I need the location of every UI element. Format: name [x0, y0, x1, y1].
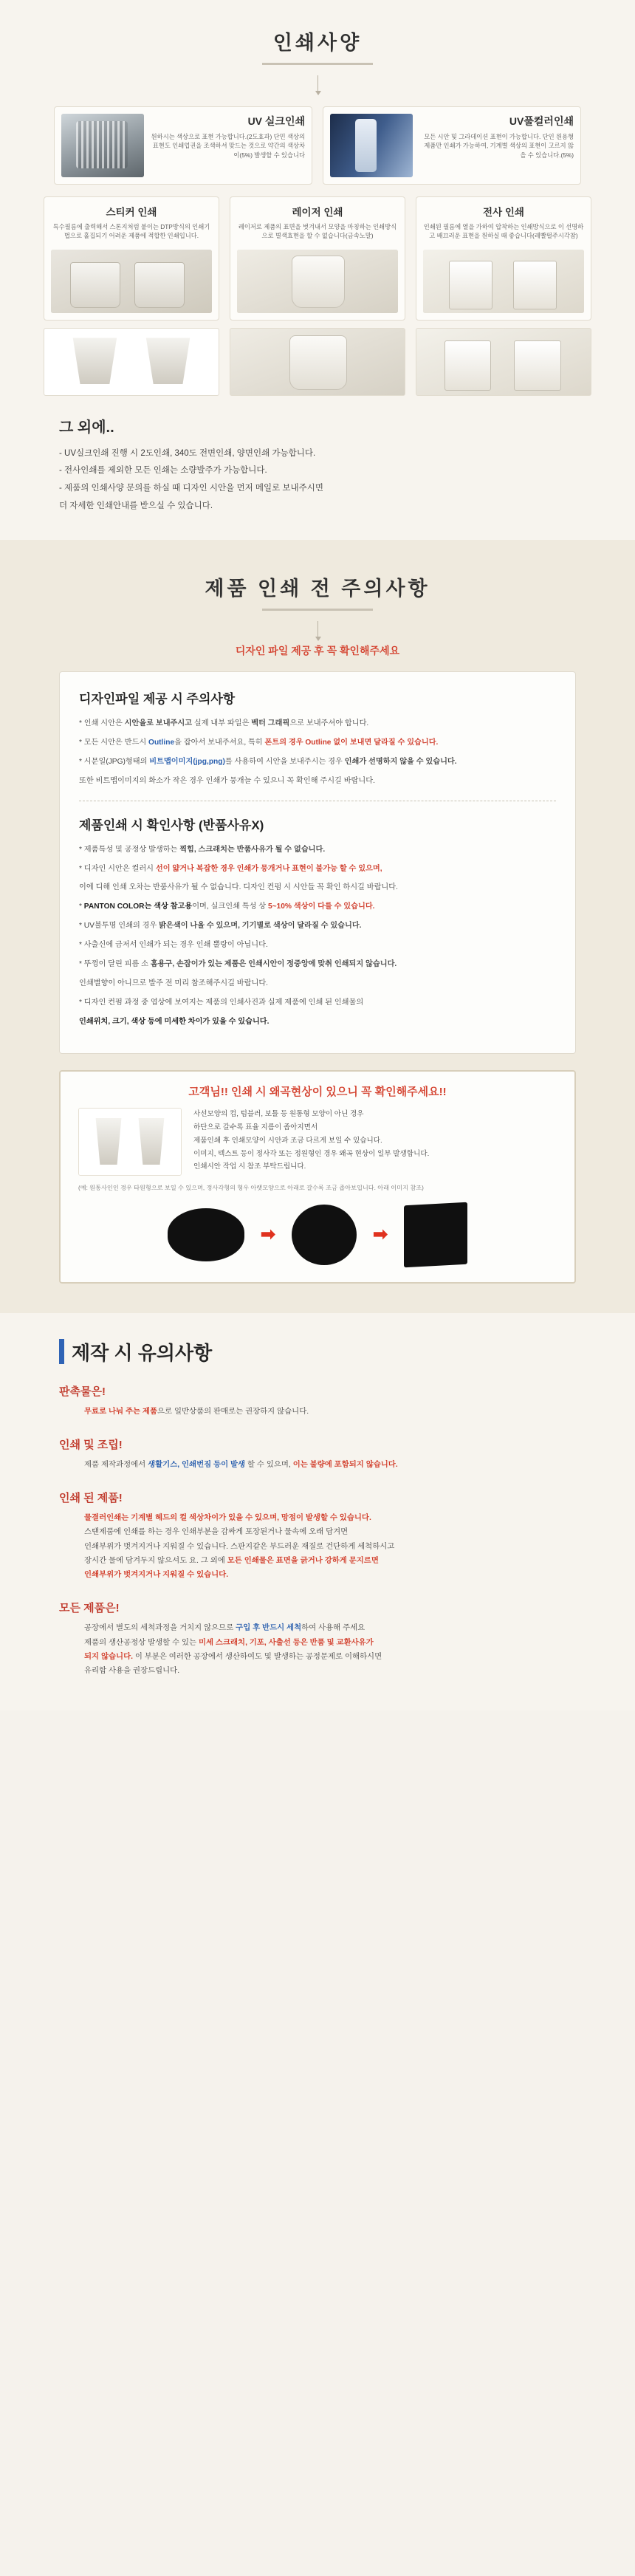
sticker-desc: 특수필름에 출력해서 스톤지처럼 붙이는 DTP방식의 인쇄기법으로 홀집되기 어려운 제품에 적합한 인쇄입니다. [52, 223, 210, 240]
print-confirm-9: * 디자인 컨펌 과정 중 엽상에 보여지는 제품의 인쇄사진과 실제 제품에 인쇄 된 인쇄물의 [79, 998, 364, 1007]
sticker-thumbnail [51, 250, 212, 313]
section3-title: 제작 시 유의사항 [72, 1341, 213, 1364]
print-confirm-heading: 제품인쇄 시 확인사항 (반품사유X) [79, 818, 264, 832]
spec-cards-row-bottom [0, 196, 635, 321]
note-line-all-products-2: 제품의 생산공정상 발생할 수 있는 미세 스크래치, 기포, 사출선 등은 반품 및 교환사유가 [84, 1638, 374, 1647]
note-line-printed-product-2: 스탠제품에 인쇄를 하는 경우 인쇄부분을 감싸게 포장된거나 물속에 오래 담겨면 [84, 1528, 349, 1537]
note-block-promotional [59, 1383, 576, 1419]
distortion-warning-title: 고객님!! 인쇄 시 왜곡현상이 있으니 꼭 확인해주세요!! [188, 1086, 447, 1099]
uv-full-color-title: UV풀컬러인쇄 [509, 115, 574, 127]
uv-silk-title: UV 실크인쇄 [247, 115, 305, 127]
print-confirm-8: 인쇄별향이 아니므로 발주 전 미리 참조해주시길 바랍니다. [79, 979, 268, 987]
title-underline [262, 63, 373, 65]
uv-silk-desc: 원하시는 색상으로 표현 가능합니다.(2도효과) 단민 색상의 표현도 인쇄업권을 조색하셔 맞드는 것으로 약간의 색상차이(5%) 발생할 수 있습니다 [151, 133, 305, 159]
note-line-all-products-3: 되지 않습니다. 이 부분은 여러한 공장에서 생산하여도 및 발생하는 공정문제로 이해하시면 [84, 1652, 382, 1661]
design-caution-3: * 시문일(JPG)형태의 비트맵이미지(jpg,png)를 사용하여 시안을 보내주시는 경우 인쇄가 선명하지 않을 수 있습니다. [79, 757, 457, 766]
warn-line-1: 사선모양의 컵, 텀블러, 보틀 등 원통형 모양이 아닌 경우 [193, 1110, 364, 1119]
spec-card-uv-full-color [323, 106, 581, 185]
note-block-printed-product [59, 1490, 576, 1582]
thermal-thumbnail [423, 250, 584, 313]
laser-thumbnail [237, 250, 398, 313]
section-pre-print-cautions [0, 540, 635, 1312]
note-head-all-products: 모든 제품은! [59, 1602, 120, 1615]
thermal-desc: 인쇄된 필름에 열을 가하여 압착하는 인쇄방식으로 이 선명하고 배끄러운 표현을 원하실 때 좋습니다(레빨펄주시각참) [423, 223, 584, 240]
tapered-cup-illustration [78, 1108, 182, 1176]
section1-title: 인쇄사양 [272, 32, 363, 54]
note-block-all-products [59, 1600, 576, 1678]
warn-line-2: 하단으로 갈수록 표율 지름이 좁아지면서 [193, 1123, 318, 1132]
spec-card-sticker [44, 196, 219, 321]
note-head-printed-product: 인쇄 된 제품! [59, 1492, 123, 1504]
arrow-right-icon-1: ➡ [260, 1224, 275, 1244]
design-caution-1: * 인쇄 시안은 시안을로 보내주시고 실제 내부 파일은 벡터 그래픽으로 보내주셔야 합니다. [79, 719, 369, 728]
section-print-spec [0, 0, 635, 540]
warn-line-3: 제품인쇄 후 인쇄모양이 시안과 조금 다르게 보일 수 있습니다. [193, 1136, 382, 1145]
cautions-panel [59, 671, 576, 1054]
laser-desc: 레이저로 제품의 표면을 벗겨내서 모양을 마칭하는 인쇄방식으로 별색효현을 할 수 없습니다(금속노말) [238, 223, 397, 240]
arrow-right-icon-2: ➡ [373, 1224, 388, 1244]
design-caution-2: * 모든 시안은 반드시 Outline을 잡아서 보내주셔요, 특히 폰트의 경우 Outline 없이 보내면 달라질 수 있습니다. [79, 739, 439, 747]
section2-underline [262, 609, 373, 611]
distortion-shape-demo [78, 1204, 557, 1266]
etc-line-4: 더 자세한 인쇄안내를 받으실 수 있습니다. [59, 501, 213, 510]
distortion-warning-panel [59, 1070, 576, 1283]
section2-subtitle: 디자인 파일 제공 후 꼭 확인해주세요 [235, 645, 400, 657]
blue-accent-bar [59, 1339, 64, 1364]
design-file-cautions-heading: 디자인파일 제공 시 주의사항 [79, 692, 236, 707]
square-shape-distorted [404, 1202, 467, 1267]
etc-title: 그 외에.. [59, 419, 114, 436]
thermal-title: 전사 인쇄 [483, 207, 524, 218]
circle-shape-after [292, 1205, 357, 1265]
uv-full-color-thumbnail [330, 114, 413, 177]
print-confirm-10: 인쇄위치, 크기, 색상 등에 미세한 차이가 있을 수 있습니다. [79, 1017, 270, 1026]
print-confirm-2: * 디자인 시안은 컬러시 선이 얇거나 복잡한 경우 인쇄가 뭉개거나 표현이 불가능 할 수 있으며, [79, 864, 382, 873]
spec-card-thermal [416, 196, 591, 321]
print-confirm-7: * 뚜껑이 달린 피름 소 홈용구, 손잡이가 있는 제품은 인쇄시안이 정중앙에 맞취 인쇄되지 않습니다. [79, 959, 397, 968]
print-confirm-1: * 제품특성 및 공정상 발생하는 찍힘, 스크래치는 반품사유가 될 수 없습니다. [79, 845, 326, 854]
note-block-printing-assembly [59, 1436, 576, 1472]
note-line-printing-assembly-1: 제품 제작과정에서 생활기스, 인쇄번짐 등이 발생 할 수 있으며, 이는 불량에 포함되지 않습니다. [84, 1460, 398, 1469]
note-line-printed-product-5: 인쇄부위가 벗겨지거나 지워질 수 있습니다. [84, 1571, 229, 1579]
distortion-warning-note: (예: 원통사인인 경우 타원형으로 보일 수 있으며, 정사각형의 형우 아랫모양으로 아래로 갈수록 조금 좁아보입니다. 아래 이미지 참조) [78, 1185, 424, 1192]
print-confirm-4: * PANTON COLOR는 색상 참고용이며, 실크인쇄 특성 상 5~10% 색상이 다를 수 있습니다. [79, 902, 375, 911]
note-line-all-products-1: 공장에서 별도의 세척과정을 거치지 않으므로 구입 후 반드시 세척하여 사용해 주세요 [84, 1624, 365, 1633]
distortion-warning-text [193, 1108, 557, 1174]
ellipse-shape-before [168, 1208, 244, 1261]
tumbler-photo-center [230, 328, 405, 396]
section-production-notes [0, 1313, 635, 1711]
etc-line-1: - UV실크인쇄 진행 시 2도인쇄, 340도 전면인쇄, 양면인쇄 가능합니다. [59, 448, 316, 458]
laser-title: 레이저 인쇄 [292, 207, 343, 218]
print-confirm-3: 이에 디해 인쇄 오차는 반품사유가 될 수 없습니다. 디자인 컨펌 시 시안들 꼭 확인 하시길 바랍니다. [79, 883, 398, 892]
note-head-printing-assembly: 인쇄 및 조립! [59, 1438, 123, 1451]
etc-line-2: - 전사인쇄를 제외한 모든 인쇄는 소량발주가 가능합니다. [59, 466, 267, 476]
design-caution-4: 또한 비트맵이미지의 화소가 작은 경우 인쇄가 뭉개늘 수 있으니 꼭 확인해 주시길 바랍니다. [79, 776, 375, 785]
note-head-promotional: 판촉물은! [59, 1385, 106, 1398]
etc-line-3: - 제품의 인쇄사양 문의를 하실 때 디자인 시안을 먼저 메일로 보내주시면 [59, 484, 323, 493]
note-line-printed-product-1: 물결러인쇄는 기계별 헤드의 컬 색상차이가 있을 수 있으며, 망점이 발생할 수 있습니다. [84, 1514, 371, 1522]
spec-cards-row-top [0, 106, 635, 185]
sticker-title: 스티커 인쇄 [106, 207, 157, 218]
section3-header [59, 1338, 576, 1366]
etc-box [59, 415, 576, 515]
spec-card-laser [230, 196, 405, 321]
product-photo-row [0, 328, 635, 396]
note-line-all-products-4: 유리합 사용을 권장드립니다. [84, 1667, 180, 1675]
uv-full-color-desc: 모든 시안 및 그라데이션 표현이 가능합니다. 단인 원용형 제품만 인쇄가 가능하여, 기계별 색상의 표현이 고르지 않을 수 있습니다.(5%) [424, 133, 574, 159]
warn-line-4: 이미지, 텍스트 등이 정사각 또는 정원형인 경우 왜곡 현상이 일부 발생합니다. [193, 1149, 430, 1158]
note-line-printed-product-4: 장시간 물에 담겨두지 않으셔도 요. 그 외에 모든 인쇄물은 표면을 긁거나 강하게 문지르면 [84, 1556, 379, 1565]
bottle-photo-right [416, 328, 591, 396]
note-line-printed-product-3: 인쇄부위가 벗겨지거나 지워질 수 있습니다. 스판지같은 부드러운 재질로 건단하게 세척하시고 [84, 1542, 395, 1551]
print-confirm-5: * UV불투명 인쇄의 경우 밝은색이 나올 수 있으며, 기기별로 색상이 달라질 수 있습니다. [79, 922, 362, 931]
section2-title: 제품 인쇄 전 주의사항 [205, 578, 430, 600]
note-line-promotional-1: 무료로 나눠 주는 제품으로 일반상품의 판매로는 권장하지 않습니다. [84, 1407, 309, 1416]
print-confirm-6: * 사출신에 금저서 인쇄가 되는 경우 인쇄 뿔랑이 아닙니다. [79, 941, 268, 949]
cup-photo-left [44, 328, 219, 396]
uv-silk-thumbnail [61, 114, 144, 177]
spec-card-uv-silk [54, 106, 312, 185]
warn-line-5: 인쇄시안 작업 시 참조 부탁드립니다. [193, 1162, 306, 1171]
